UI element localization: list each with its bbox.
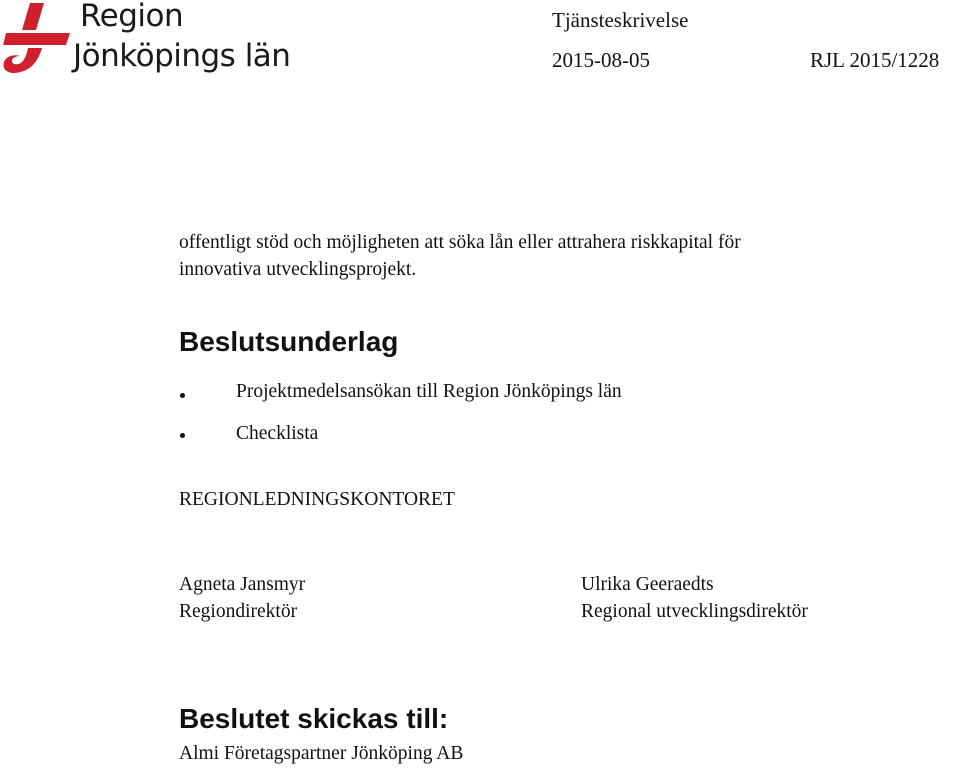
document-type: Tjänsteskrivelse [552,8,689,32]
basis-list-item: Checklista [236,423,319,444]
signatory-name: Agneta Jansmyr [179,574,306,595]
document-reference: RJL 2015/1228 [810,48,940,72]
region-logo-icon [0,0,74,74]
document-date: 2015-08-05 [552,48,650,72]
bullet-icon [180,433,185,438]
intro-text-line: innovativa utvecklingsprojekt. [179,259,417,280]
basis-list-item: Projektmedelsansökan till Region Jönköpings län [236,381,622,402]
intro-text-line: offentligt stöd och möjligheten att söka lån eller attrahera riskkapital för [179,232,741,253]
signatory-title: Regiondirektör [179,601,298,622]
distribution-recipient: Almi Företagspartner Jönköping AB [179,743,464,764]
bullet-icon [180,393,185,398]
basis-heading: Beslutsunderlag [179,326,399,357]
department-name: REGIONLEDNINGSKONTORET [179,489,455,510]
logo-text-county: Jönköpings län [73,38,291,74]
logo-text-region: Region [80,0,184,34]
signatory-title: Regional utvecklingsdirektör [581,601,808,622]
distribution-heading: Beslutet skickas till: [179,703,449,734]
signatory-name: Ulrika Geeraedts [581,574,714,595]
